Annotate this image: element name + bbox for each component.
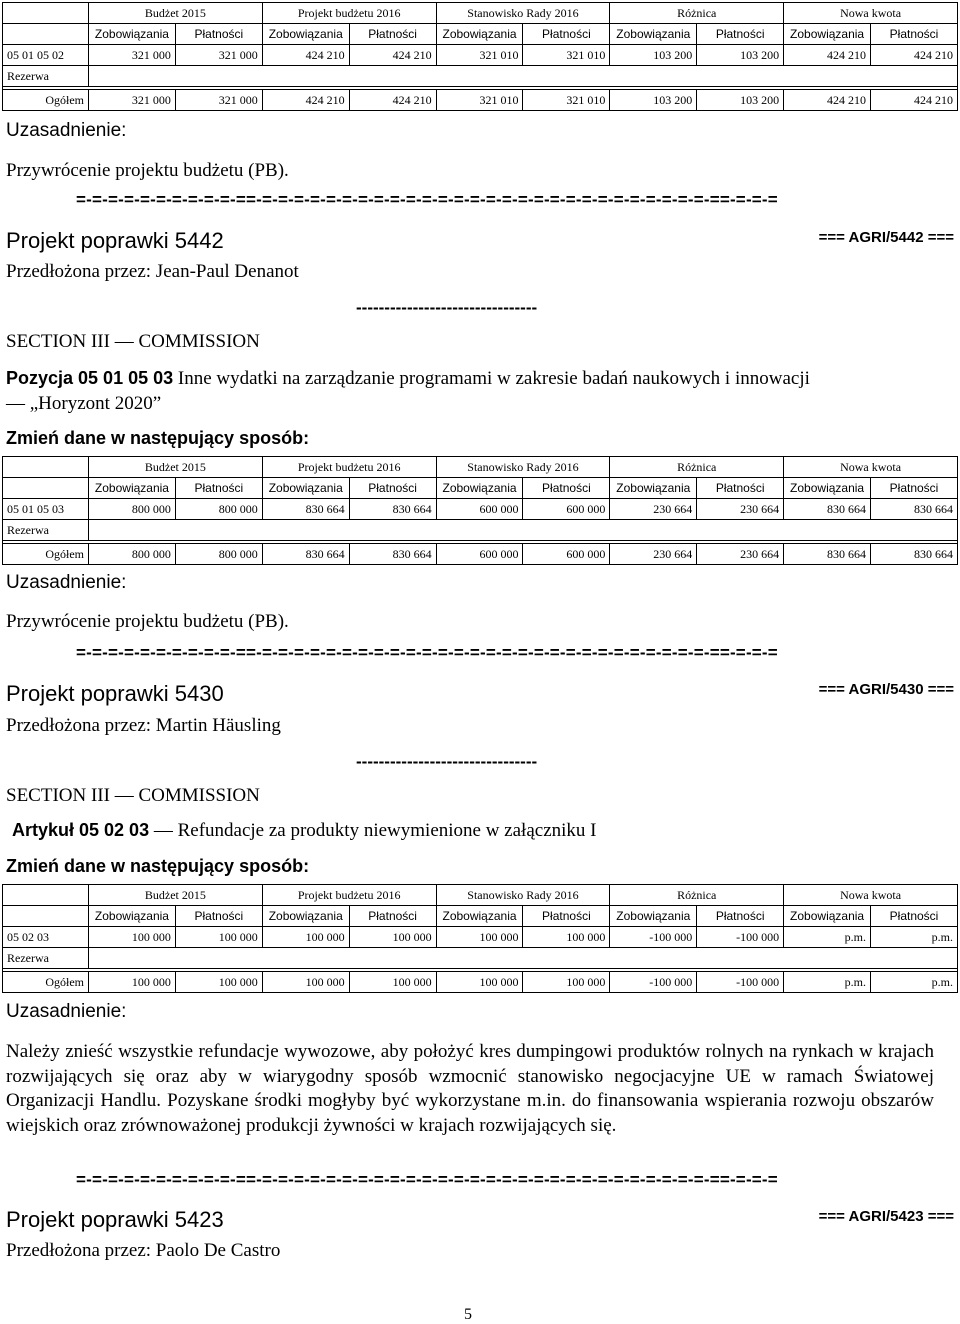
header-sub: Zobowiązania (610, 24, 697, 45)
amendment-title: Projekt poprawki 5442 (6, 228, 224, 253)
header-sub: Zobowiązania (610, 478, 697, 499)
table-cell: 321 000 (175, 45, 262, 66)
change-instruction: Zmień dane w następujący sposób: (6, 428, 310, 448)
row-label: 05 01 05 02 (3, 45, 89, 66)
header-group: Budżet 2015 (89, 457, 263, 478)
table-row (3, 520, 958, 541)
header-sub: Płatności (175, 478, 262, 499)
header-sub: Płatności (523, 24, 610, 45)
table-cell: 230 664 (610, 499, 697, 520)
submitted-by: Przedłożona przez: Paolo De Castro (6, 1240, 281, 1261)
table-cell: 100 000 (523, 972, 610, 993)
submitted-by: Przedłożona przez: Martin Häusling (6, 715, 281, 736)
table-cell: 100 000 (262, 927, 349, 948)
budget-table-05-02-03 (2, 884, 958, 993)
table-cell: 100 000 (175, 972, 262, 993)
table-cell: -100 000 (610, 927, 697, 948)
header-group: Różnica (610, 3, 784, 24)
submitted-by: Przedłożona przez: Jean-Paul Denanot (6, 261, 299, 282)
justification-text: Należy znieść wszystkie refundacje wywozowe, aby położyć kres dumpingowi produktów rolnych na rynkach w krajach rozwijających się oraz aby w wiarygodny sposób wzmocnić stanowisko negocjacyjne UE w ramach Światowej Organizacji Handlu. Pozyskane środki mogłyby być wykorzystane m.in. do finansowania wspierania rozwoju obszarów wiejskich oraz zrównoważonej produkcji żywności w krajach rozwijających się. (6, 1041, 934, 1136)
table-cell: 100 000 (262, 972, 349, 993)
table-cell: 800 000 (89, 544, 176, 565)
header-sub: Płatności (349, 906, 436, 927)
table-cell: 100 000 (349, 972, 436, 993)
table-cell: 100 000 (175, 927, 262, 948)
amendment-reference: === AGRI/5442 === (818, 229, 954, 246)
table-cell: 600 000 (523, 544, 610, 565)
table-row-total (3, 544, 958, 565)
header-group: Nowa kwota (784, 457, 958, 478)
table-cell: 100 000 (436, 927, 523, 948)
header-sub: Zobowiązania (89, 906, 176, 927)
header-group: Projekt budżetu 2016 (262, 3, 436, 24)
header-sub: Zobowiązania (262, 906, 349, 927)
header-group: Nowa kwota (784, 885, 958, 906)
header-sub: Zobowiązania (436, 906, 523, 927)
table-row (3, 45, 958, 66)
header-sub: Płatności (523, 478, 610, 499)
table-cell: 321 010 (523, 90, 610, 111)
table-row-total (3, 90, 958, 111)
header-sub: Płatności (697, 906, 784, 927)
justification-text: Przywrócenie projektu budżetu (PB). (6, 611, 289, 632)
table-cell: 830 664 (784, 544, 871, 565)
table-cell: 100 000 (436, 972, 523, 993)
header-group: Nowa kwota (784, 3, 958, 24)
header-sub: Zobowiązania (89, 24, 176, 45)
table-row (3, 66, 958, 87)
table-cell: 103 200 (610, 45, 697, 66)
header-sub: Płatności (523, 906, 610, 927)
table-cell: p.m. (871, 927, 958, 948)
dash-separator: -------------------------------- (356, 298, 538, 317)
table-row (3, 927, 958, 948)
header-group: Projekt budżetu 2016 (262, 457, 436, 478)
header-sub: Zobowiązania (436, 24, 523, 45)
header-sub: Płatności (175, 906, 262, 927)
table-cell: 830 664 (349, 544, 436, 565)
table-cell: -100 000 (697, 927, 784, 948)
table-row-total (3, 972, 958, 993)
table-cell: 830 664 (262, 544, 349, 565)
table-cell: 103 200 (697, 45, 784, 66)
header-sub: Zobowiązania (784, 24, 871, 45)
table-cell: 321 000 (89, 45, 176, 66)
header-group: Budżet 2015 (89, 885, 263, 906)
header-sub: Płatności (349, 478, 436, 499)
table-cell: 800 000 (175, 499, 262, 520)
separator: =-=-=-=-=-=-=-=-=-=-==-=-=-=-=-=-=-=-=-=-=-=-=-=-=-=-=-=-=-=-=-=-=-=-=-=-=-=-=-==-=-=-= (76, 643, 778, 662)
table-cell: 800 000 (89, 499, 176, 520)
table-cell: 830 664 (784, 499, 871, 520)
table-header-groups (3, 885, 958, 906)
header-sub: Zobowiązania (262, 478, 349, 499)
budget-position (6, 368, 946, 390)
row-label: 05 02 03 (3, 927, 89, 948)
table-cell: -100 000 (610, 972, 697, 993)
table-row (3, 499, 958, 520)
table-cell: 100 000 (89, 972, 176, 993)
amendment-reference: === AGRI/5430 === (818, 681, 954, 698)
row-label: 05 01 05 03 (3, 499, 89, 520)
position-title: Inne wydatki na zarządzanie programami w zakresie badań naukowych i innowacji (177, 368, 810, 389)
table-cell: 830 664 (262, 499, 349, 520)
row-label: Rezerwa (3, 948, 89, 969)
separator: =-=-=-=-=-=-=-=-=-=-==-=-=-=-=-=-=-=-=-=-=-=-=-=-=-=-=-=-=-=-=-=-=-=-=-=-=-=-=-==-=-=-= (76, 1170, 778, 1189)
table-cell: p.m. (784, 972, 871, 993)
table-cell: 600 000 (436, 544, 523, 565)
header-sub: Zobowiązania (89, 478, 176, 499)
header-group: Projekt budżetu 2016 (262, 885, 436, 906)
header-sub: Zobowiązania (436, 478, 523, 499)
table-cell: p.m. (784, 927, 871, 948)
table-cell: 830 664 (871, 544, 958, 565)
table-cell: 100 000 (349, 927, 436, 948)
table-cell: 424 210 (784, 90, 871, 111)
page-number: 5 (464, 1306, 472, 1323)
table-cell: 103 200 (697, 90, 784, 111)
table-cell: 321 000 (175, 90, 262, 111)
table-header-groups (3, 457, 958, 478)
section-heading: SECTION III — COMMISSION (6, 331, 260, 352)
header-sub: Zobowiązania (784, 906, 871, 927)
table-cell: p.m. (871, 972, 958, 993)
header-sub: Płatności (175, 24, 262, 45)
header-sub: Płatności (697, 478, 784, 499)
table-cell: 424 210 (871, 45, 958, 66)
table-row (3, 948, 958, 969)
header-sub: Płatności (871, 24, 958, 45)
budget-table-05-01-05-02 (2, 2, 958, 111)
table-cell: 424 210 (349, 45, 436, 66)
change-instruction: Zmień dane w następujący sposób: (6, 856, 310, 876)
header-sub: Zobowiązania (784, 478, 871, 499)
table-cell: -100 000 (697, 972, 784, 993)
header-group: Stanowisko Rady 2016 (436, 457, 610, 478)
table-header-sub (3, 906, 958, 927)
row-label: Ogółem (3, 972, 89, 993)
header-group: Budżet 2015 (89, 3, 263, 24)
table-cell: 321 010 (523, 45, 610, 66)
table-cell: 424 210 (262, 45, 349, 66)
header-sub: Płatności (697, 24, 784, 45)
position-label: Pozycja 05 01 05 03 (6, 368, 174, 388)
justification-text: Przywrócenie projektu budżetu (PB). (6, 160, 289, 181)
table-cell: 800 000 (175, 544, 262, 565)
amendment-reference: === AGRI/5423 === (818, 1208, 954, 1225)
table-cell: 230 664 (697, 544, 784, 565)
justification-heading: Uzasadnienie: (6, 572, 127, 593)
section-heading: SECTION III — COMMISSION (6, 785, 260, 806)
row-label: Ogółem (3, 90, 89, 111)
table-header-sub (3, 478, 958, 499)
article-title: Refundacje za produkty niewymienione w załączniku I (177, 820, 597, 841)
table-cell: 230 664 (610, 544, 697, 565)
header-group: Różnica (610, 457, 784, 478)
budget-table-05-01-05-03 (2, 456, 958, 565)
justification-heading: Uzasadnienie: (6, 120, 127, 141)
table-header-sub (3, 24, 958, 45)
position-title-line2: — „Horyzont 2020” (6, 393, 162, 414)
header-group: Różnica (610, 885, 784, 906)
justification-heading: Uzasadnienie: (6, 1001, 127, 1022)
table-cell: 103 200 (610, 90, 697, 111)
table-cell: 321 010 (436, 45, 523, 66)
article-label: Artykuł 05 02 03 (12, 820, 150, 840)
amendment-title: Projekt poprawki 5430 (6, 681, 224, 706)
header-group: Stanowisko Rady 2016 (436, 3, 610, 24)
table-cell: 424 210 (262, 90, 349, 111)
table-cell: 424 210 (871, 90, 958, 111)
table-cell: 600 000 (523, 499, 610, 520)
amendment-title: Projekt poprawki 5423 (6, 1207, 224, 1232)
table-cell: 321 000 (89, 90, 176, 111)
header-sub: Zobowiązania (262, 24, 349, 45)
header-group: Stanowisko Rady 2016 (436, 885, 610, 906)
table-cell: 100 000 (523, 927, 610, 948)
header-sub: Płatności (349, 24, 436, 45)
table-cell: 424 210 (349, 90, 436, 111)
table-cell: 830 664 (871, 499, 958, 520)
table-cell: 830 664 (349, 499, 436, 520)
table-cell: 600 000 (436, 499, 523, 520)
row-label: Ogółem (3, 544, 89, 565)
row-label: Rezerwa (3, 66, 89, 87)
table-header-groups (3, 3, 958, 24)
budget-article: Artykuł 05 02 03 — Refundacje za produkty niewymienione w załączniku I (12, 820, 597, 841)
table-cell: 424 210 (784, 45, 871, 66)
header-sub: Zobowiązania (610, 906, 697, 927)
table-cell: 100 000 (89, 927, 176, 948)
dash-separator: -------------------------------- (356, 752, 538, 771)
header-sub: Płatności (871, 906, 958, 927)
table-cell: 321 010 (436, 90, 523, 111)
row-label: Rezerwa (3, 520, 89, 541)
separator: =-=-=-=-=-=-=-=-=-=-==-=-=-=-=-=-=-=-=-=-=-=-=-=-=-=-=-=-=-=-=-=-=-=-=-=-=-=-=-==-=-=-= (76, 190, 778, 209)
header-sub: Płatności (871, 478, 958, 499)
table-cell: 230 664 (697, 499, 784, 520)
